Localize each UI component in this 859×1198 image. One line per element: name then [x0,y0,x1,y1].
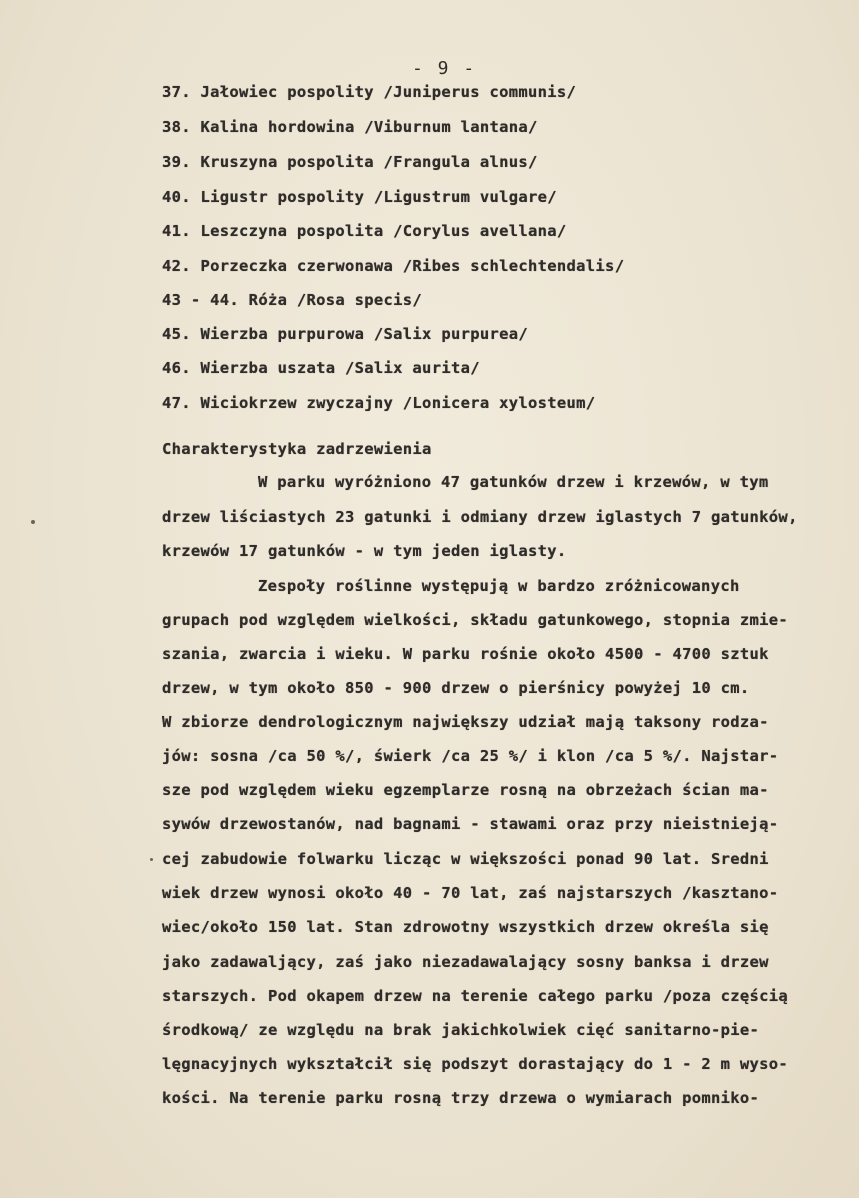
list-item: 39. Kruszyna pospolita /Frangula alnus/ [162,153,538,171]
list-item: 45. Wierzba purpurowa /Salix purpurea/ [162,325,529,343]
paragraph-line: grupach pod względem wielkości, składu gatunkowego, stopnia zmie- [162,611,789,629]
paragraph-line: jów: sosna /ca 50 %/, świerk /ca 25 %/ i klon /ca 5 %/. Najstar- [162,747,779,765]
section-heading: Charakterystyka zadrzewienia [162,440,432,458]
paragraph-line: sywów drzewostanów, nad bagnami - stawami oraz przy nieistnieją- [162,815,779,833]
paragraph-line: krzewów 17 gatunków - w tym jeden iglasty. [162,542,567,560]
list-item: 42. Porzeczka czerwonawa /Ribes schlechtendalis/ [162,257,625,275]
paragraph-line: drzew liściastych 23 gatunki i odmiany drzew iglastych 7 gatunków, [162,508,798,526]
list-item: 38. Kalina hordowina /Viburnum lantana/ [162,118,538,136]
paragraph-line: starszych. Pod okapem drzew na terenie całego parku /poza częścią [162,987,789,1005]
list-item: 43 - 44. Róża /Rosa specis/ [162,291,423,309]
paragraph-line: Zespoły roślinne występują w bardzo zróżnicowanych [258,577,740,595]
paragraph-line: sze pod względem wieku egzemplarze rosną na obrzeżach ścian ma- [162,781,769,799]
paragraph-line: drzew, w tym około 850 - 900 drzew o pierśnicy powyżej 10 cm. [162,679,750,697]
paragraph-line: wiek drzew wynosi około 40 - 70 lat, zaś najstarszych /kasztano- [162,884,779,902]
paragraph-line: kości. Na terenie parku rosną trzy drzewa o wymiarach pomniko- [162,1089,760,1107]
list-item: 47. Wiciokrzew zwyczajny /Lonicera xylosteum/ [162,394,596,412]
paragraph-line: wiec/około 150 lat. Stan zdrowotny wszystkich drzew określa się [162,918,769,936]
paragraph-line: W parku wyróżniono 47 gatunków drzew i krzewów, w tym [258,473,769,491]
list-item: 41. Leszczyna pospolita /Corylus avellana/ [162,222,567,240]
list-item: 46. Wierzba uszata /Salix aurita/ [162,359,480,377]
paragraph-line: lęgnacyjnych wykształcił się podszyt dorastający do 1 - 2 m wyso- [162,1055,789,1073]
paragraph-line: środkową/ ze względu na brak jakichkolwiek cięć sanitarno-pie- [162,1021,760,1039]
list-item: 40. Ligustr pospolity /Ligustrum vulgare/ [162,188,557,206]
paragraph-line: szania, zwarcia i wieku. W parku rośnie około 4500 - 4700 sztuk [162,645,769,663]
paragraph-line: jako zadawaljący, zaś jako niezadawalający sosny banksa i drzew [162,953,769,971]
list-item: 37. Jałowiec pospolity /Juniperus communis/ [162,83,577,101]
paragraph-line: cej zabudowie folwarku licząc w większości ponad 90 lat. Sredni [162,850,769,868]
paper-speck [31,520,35,524]
paragraph-line: W zbiorze dendrologicznym największy udział mają taksony rodza- [162,713,769,731]
page-number: - 9 - [412,58,477,79]
paper-speck [150,858,153,861]
